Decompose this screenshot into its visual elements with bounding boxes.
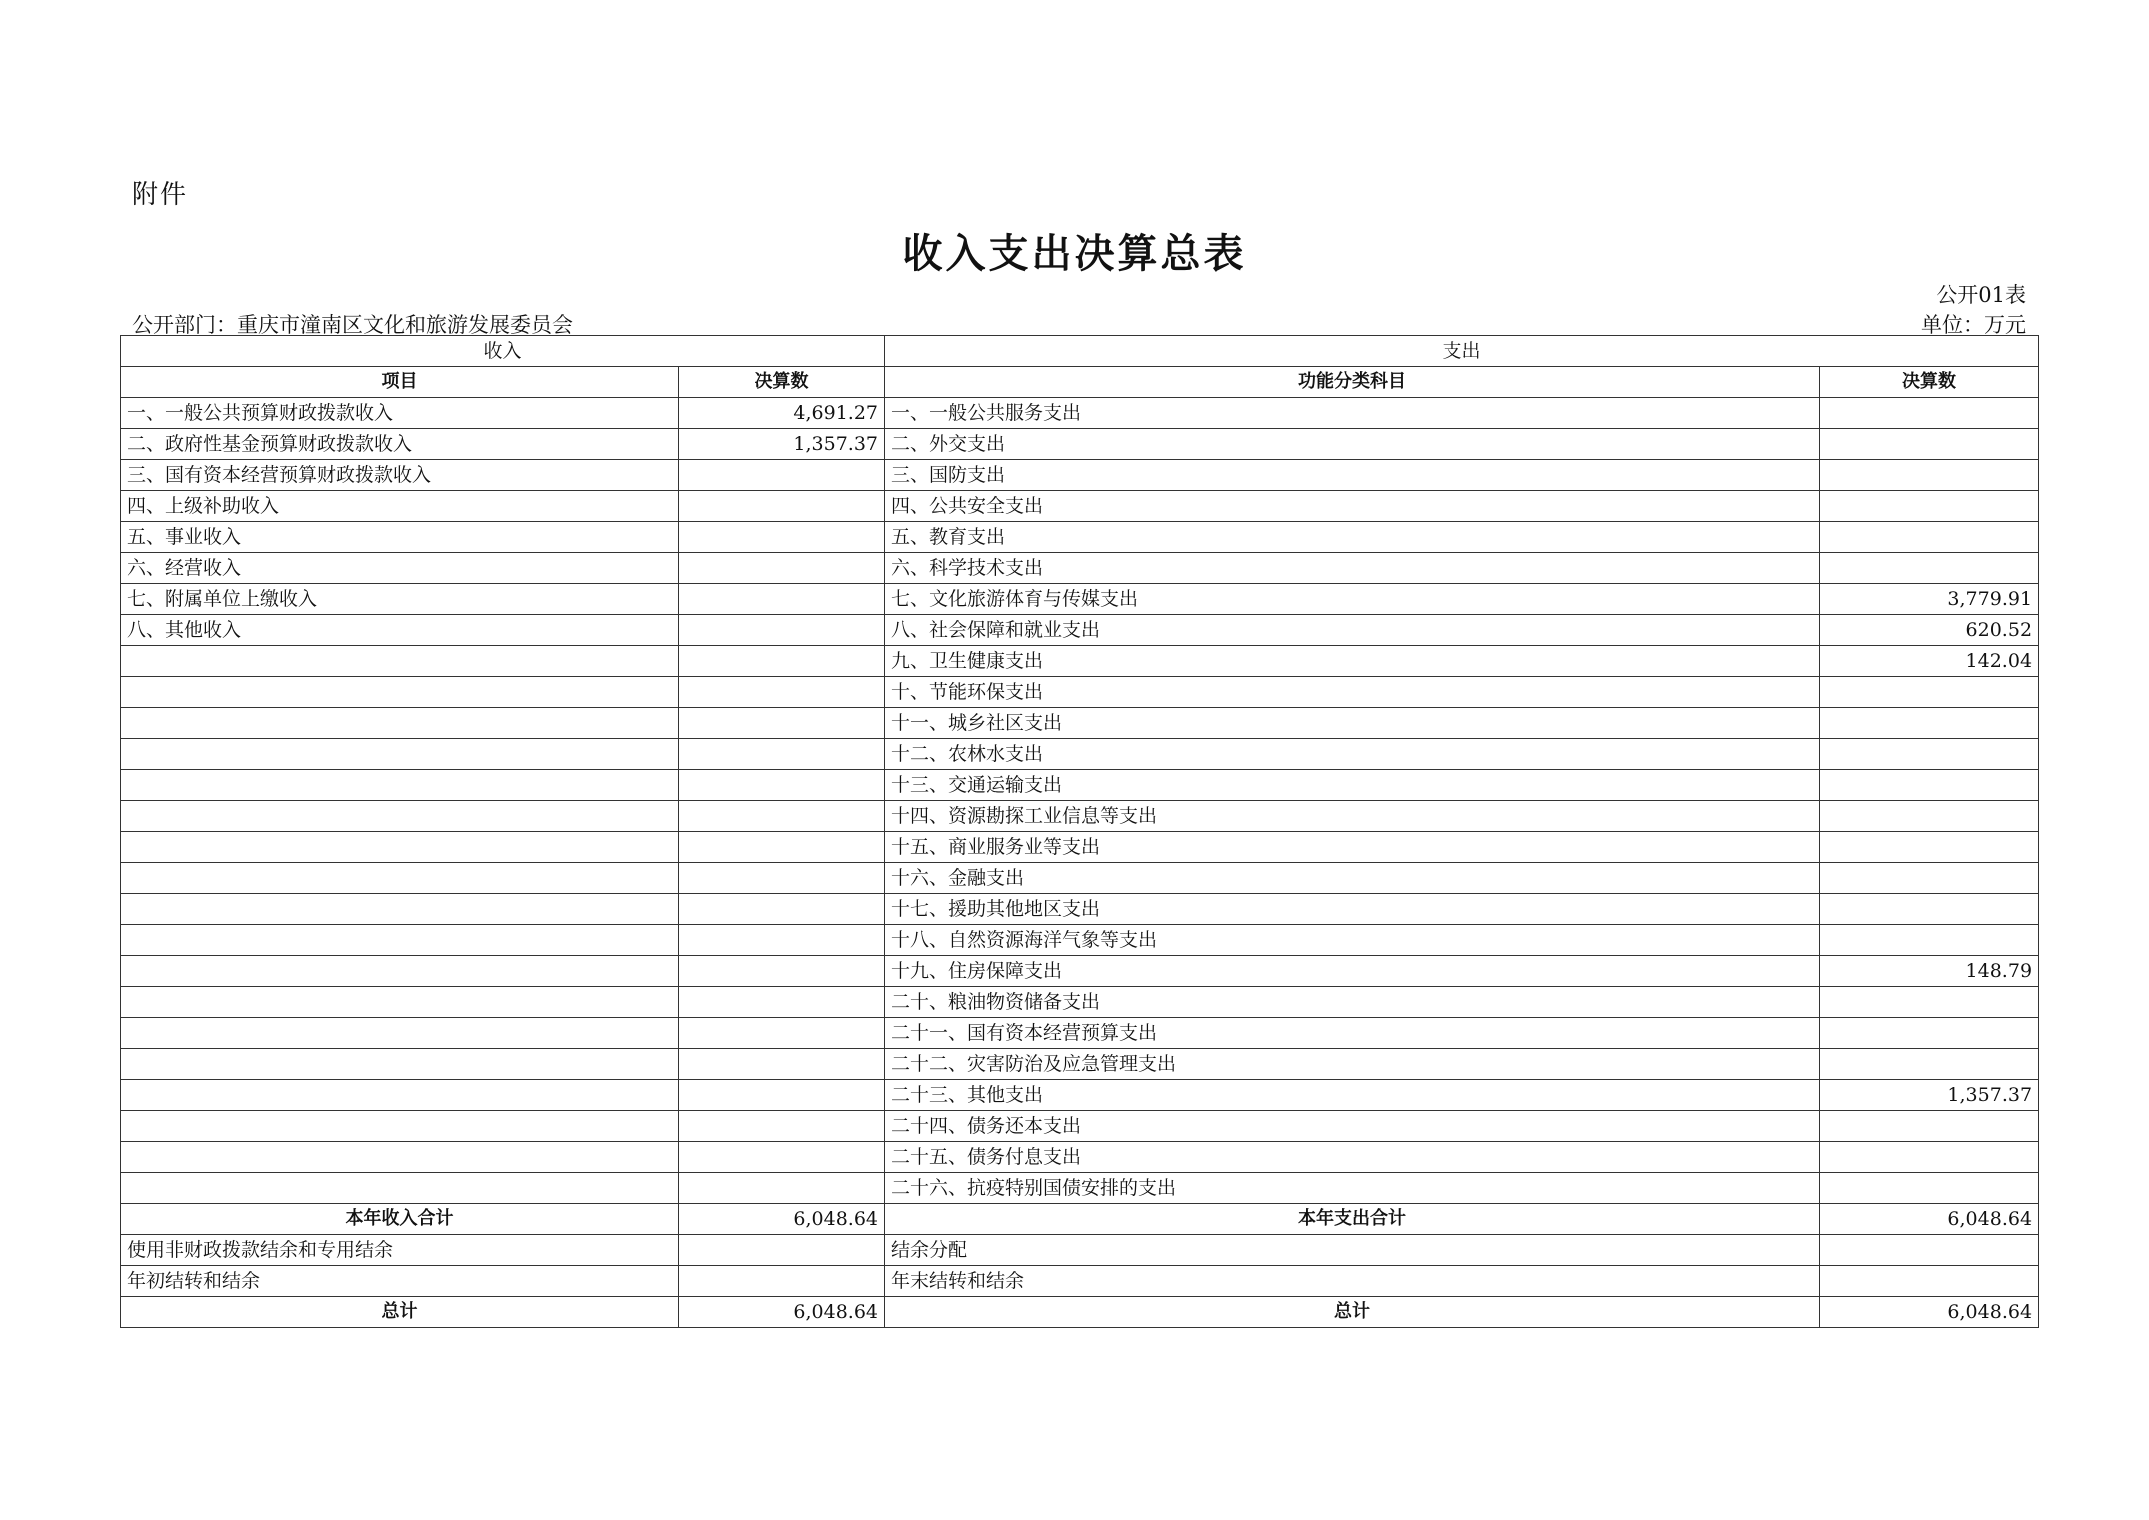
- table-row: [121, 1111, 2039, 1142]
- income-amount-cell: [679, 584, 885, 615]
- income-item-cell: 七、附属单位上缴收入: [121, 584, 679, 615]
- income-amount-cell: [679, 1111, 885, 1142]
- income-item-cell: 总计: [121, 1297, 679, 1328]
- income-amount-cell: [679, 987, 885, 1018]
- table-row: [121, 646, 2039, 677]
- expense-amount-cell: [1820, 801, 2039, 832]
- expense-amount-cell: [1820, 708, 2039, 739]
- expense-amount-cell: 6,048.64: [1820, 1204, 2039, 1235]
- expense-item-cell: 十二、农林水支出: [885, 739, 1820, 770]
- table-row: [121, 1080, 2039, 1111]
- expense-item-cell: 十、节能环保支出: [885, 677, 1820, 708]
- income-item-cell: 三、国有资本经营预算财政拨款收入: [121, 460, 679, 491]
- expense-amount-cell: [1820, 832, 2039, 863]
- income-amount-cell: [679, 894, 885, 925]
- form-number: 公开01表: [1936, 283, 2026, 307]
- income-item-cell: [121, 1049, 679, 1080]
- table-row: [121, 956, 2039, 987]
- income-amount-cell: 4,691.27: [679, 398, 885, 429]
- expense-item-cell: 十九、住房保障支出: [885, 956, 1820, 987]
- table-row: [121, 584, 2039, 615]
- income-item-cell: 一、一般公共预算财政拨款收入: [121, 398, 679, 429]
- expense-amount-cell: [1820, 491, 2039, 522]
- table-body: [121, 398, 2039, 1328]
- table-row: [121, 708, 2039, 739]
- expense-amount-cell: [1820, 770, 2039, 801]
- income-amount-cell: [679, 1235, 885, 1266]
- income-amount-cell: [679, 956, 885, 987]
- expense-item-cell: 七、文化旅游体育与传媒支出: [885, 584, 1820, 615]
- income-item-cell: [121, 987, 679, 1018]
- expense-amount-cell: [1820, 460, 2039, 491]
- income-item-cell: [121, 739, 679, 770]
- income-amount-cell: [679, 863, 885, 894]
- table-row: [121, 770, 2039, 801]
- table-row: [121, 491, 2039, 522]
- expense-item-cell: 九、卫生健康支出: [885, 646, 1820, 677]
- attachment-label: 附件: [132, 180, 189, 210]
- expense-amount-cell: [1820, 1111, 2039, 1142]
- income-item-cell: [121, 677, 679, 708]
- expense-item-cell: 十四、资源勘探工业信息等支出: [885, 801, 1820, 832]
- expense-item-cell: 六、科学技术支出: [885, 553, 1820, 584]
- expense-item-cell: 二、外交支出: [885, 429, 1820, 460]
- income-amount-cell: [679, 1142, 885, 1173]
- income-item-cell: [121, 801, 679, 832]
- income-amount-cell: [679, 708, 885, 739]
- income-amount-cell: [679, 460, 885, 491]
- table-section-header-row: [121, 336, 2039, 367]
- table-row: [121, 522, 2039, 553]
- income-item-cell: 四、上级补助收入: [121, 491, 679, 522]
- income-item-cell: [121, 956, 679, 987]
- expense-item-cell: 十七、援助其他地区支出: [885, 894, 1820, 925]
- page-title: 收入支出决算总表: [902, 231, 1247, 277]
- expense-amount-cell: [1820, 987, 2039, 1018]
- income-amount-cell: [679, 646, 885, 677]
- income-item-cell: [121, 925, 679, 956]
- income-amount-cell: 1,357.37: [679, 429, 885, 460]
- income-item-cell: 五、事业收入: [121, 522, 679, 553]
- income-amount-cell: [679, 925, 885, 956]
- expense-amount-cell: [1820, 1018, 2039, 1049]
- expense-amount-cell: [1820, 1173, 2039, 1204]
- expense-amount-cell: 148.79: [1820, 956, 2039, 987]
- table-row: [121, 1142, 2039, 1173]
- income-amount-cell: 6,048.64: [679, 1204, 885, 1235]
- expense-amount-cell: [1820, 522, 2039, 553]
- expense-item-cell: 十六、金融支出: [885, 863, 1820, 894]
- income-amount-column-header: 决算数: [679, 367, 885, 398]
- income-amount-cell: [679, 1173, 885, 1204]
- table-row: [121, 1204, 2039, 1235]
- income-item-column-header: 项目: [121, 367, 679, 398]
- expense-item-cell: 五、教育支出: [885, 522, 1820, 553]
- table-row: [121, 894, 2039, 925]
- expense-amount-cell: [1820, 1049, 2039, 1080]
- income-amount-cell: 6,048.64: [679, 1297, 885, 1328]
- expense-item-cell: 十五、商业服务业等支出: [885, 832, 1820, 863]
- table-row: [121, 1018, 2039, 1049]
- expense-item-cell: 十三、交通运输支出: [885, 770, 1820, 801]
- income-item-cell: [121, 1080, 679, 1111]
- expense-amount-cell: [1820, 894, 2039, 925]
- table-row: [121, 1235, 2039, 1266]
- table-row: [121, 925, 2039, 956]
- table-row: [121, 1266, 2039, 1297]
- table-row: [121, 677, 2039, 708]
- expense-amount-cell: [1820, 925, 2039, 956]
- income-section-header: 收入: [121, 336, 885, 367]
- table-row: [121, 739, 2039, 770]
- expense-amount-cell: [1820, 553, 2039, 584]
- expense-amount-cell: 6,048.64: [1820, 1297, 2039, 1328]
- expense-amount-cell: [1820, 1142, 2039, 1173]
- income-amount-cell: [679, 1018, 885, 1049]
- expense-amount-cell: 3,779.91: [1820, 584, 2039, 615]
- income-item-cell: [121, 1111, 679, 1142]
- expense-amount-cell: [1820, 863, 2039, 894]
- table-row: [121, 987, 2039, 1018]
- income-item-cell: 八、其他收入: [121, 615, 679, 646]
- expense-item-cell: 三、国防支出: [885, 460, 1820, 491]
- income-amount-cell: [679, 1049, 885, 1080]
- expense-item-cell: 总计: [885, 1297, 1820, 1328]
- table-row: [121, 801, 2039, 832]
- table-row: [121, 429, 2039, 460]
- income-amount-cell: [679, 739, 885, 770]
- income-item-cell: 本年收入合计: [121, 1204, 679, 1235]
- table-row: [121, 1049, 2039, 1080]
- expense-amount-cell: [1820, 677, 2039, 708]
- expense-item-cell: 二十五、债务付息支出: [885, 1142, 1820, 1173]
- department-label: 公开部门：重庆市潼南区文化和旅游发展委员会: [132, 313, 573, 337]
- expense-amount-cell: [1820, 398, 2039, 429]
- table-row: [121, 553, 2039, 584]
- income-item-cell: [121, 646, 679, 677]
- expense-item-cell: 二十六、抗疫特别国债安排的支出: [885, 1173, 1820, 1204]
- income-item-cell: [121, 708, 679, 739]
- income-item-cell: [121, 1142, 679, 1173]
- income-item-cell: [121, 1173, 679, 1204]
- income-item-cell: 六、经营收入: [121, 553, 679, 584]
- expense-item-cell: 二十二、灾害防治及应急管理支出: [885, 1049, 1820, 1080]
- expense-item-cell: 一、一般公共服务支出: [885, 398, 1820, 429]
- income-amount-cell: [679, 553, 885, 584]
- expense-item-cell: 二十四、债务还本支出: [885, 1111, 1820, 1142]
- table-row: [121, 460, 2039, 491]
- income-item-cell: [121, 1018, 679, 1049]
- expense-item-cell: 年末结转和结余: [885, 1266, 1820, 1297]
- expense-item-cell: 四、公共安全支出: [885, 491, 1820, 522]
- expense-amount-cell: [1820, 739, 2039, 770]
- expense-item-cell: 十八、自然资源海洋气象等支出: [885, 925, 1820, 956]
- income-amount-cell: [679, 522, 885, 553]
- expense-section-header: 支出: [885, 336, 2039, 367]
- table-row: [121, 398, 2039, 429]
- expense-amount-cell: [1820, 1235, 2039, 1266]
- table-row: [121, 1297, 2039, 1328]
- expense-item-cell: 十一、城乡社区支出: [885, 708, 1820, 739]
- table-column-header-row: [121, 367, 2039, 398]
- expense-amount-cell: [1820, 1266, 2039, 1297]
- income-amount-cell: [679, 491, 885, 522]
- income-amount-cell: [679, 801, 885, 832]
- expense-item-cell: 二十一、国有资本经营预算支出: [885, 1018, 1820, 1049]
- expense-item-cell: 二十、粮油物资储备支出: [885, 987, 1820, 1018]
- income-amount-cell: [679, 770, 885, 801]
- income-item-cell: [121, 863, 679, 894]
- income-item-cell: 二、政府性基金预算财政拨款收入: [121, 429, 679, 460]
- expense-amount-cell: 620.52: [1820, 615, 2039, 646]
- income-item-cell: [121, 894, 679, 925]
- income-amount-cell: [679, 1266, 885, 1297]
- income-item-cell: 年初结转和结余: [121, 1266, 679, 1297]
- expense-item-cell: 八、社会保障和就业支出: [885, 615, 1820, 646]
- expense-amount-cell: [1820, 429, 2039, 460]
- table-row: [121, 1173, 2039, 1204]
- expense-amount-column-header: 决算数: [1820, 367, 2039, 398]
- income-amount-cell: [679, 832, 885, 863]
- income-item-cell: [121, 770, 679, 801]
- expense-item-column-header: 功能分类科目: [885, 367, 1820, 398]
- expense-amount-cell: 142.04: [1820, 646, 2039, 677]
- expense-item-cell: 二十三、其他支出: [885, 1080, 1820, 1111]
- income-amount-cell: [679, 677, 885, 708]
- income-amount-cell: [679, 1080, 885, 1111]
- income-amount-cell: [679, 615, 885, 646]
- income-item-cell: [121, 832, 679, 863]
- table-row: [121, 863, 2039, 894]
- income-expense-summary-table: [120, 335, 2039, 1328]
- unit-label: 单位：万元: [1921, 313, 2026, 337]
- expense-item-cell: 结余分配: [885, 1235, 1820, 1266]
- table-row: [121, 615, 2039, 646]
- income-item-cell: 使用非财政拨款结余和专用结余: [121, 1235, 679, 1266]
- expense-amount-cell: 1,357.37: [1820, 1080, 2039, 1111]
- table-row: [121, 832, 2039, 863]
- expense-item-cell: 本年支出合计: [885, 1204, 1820, 1235]
